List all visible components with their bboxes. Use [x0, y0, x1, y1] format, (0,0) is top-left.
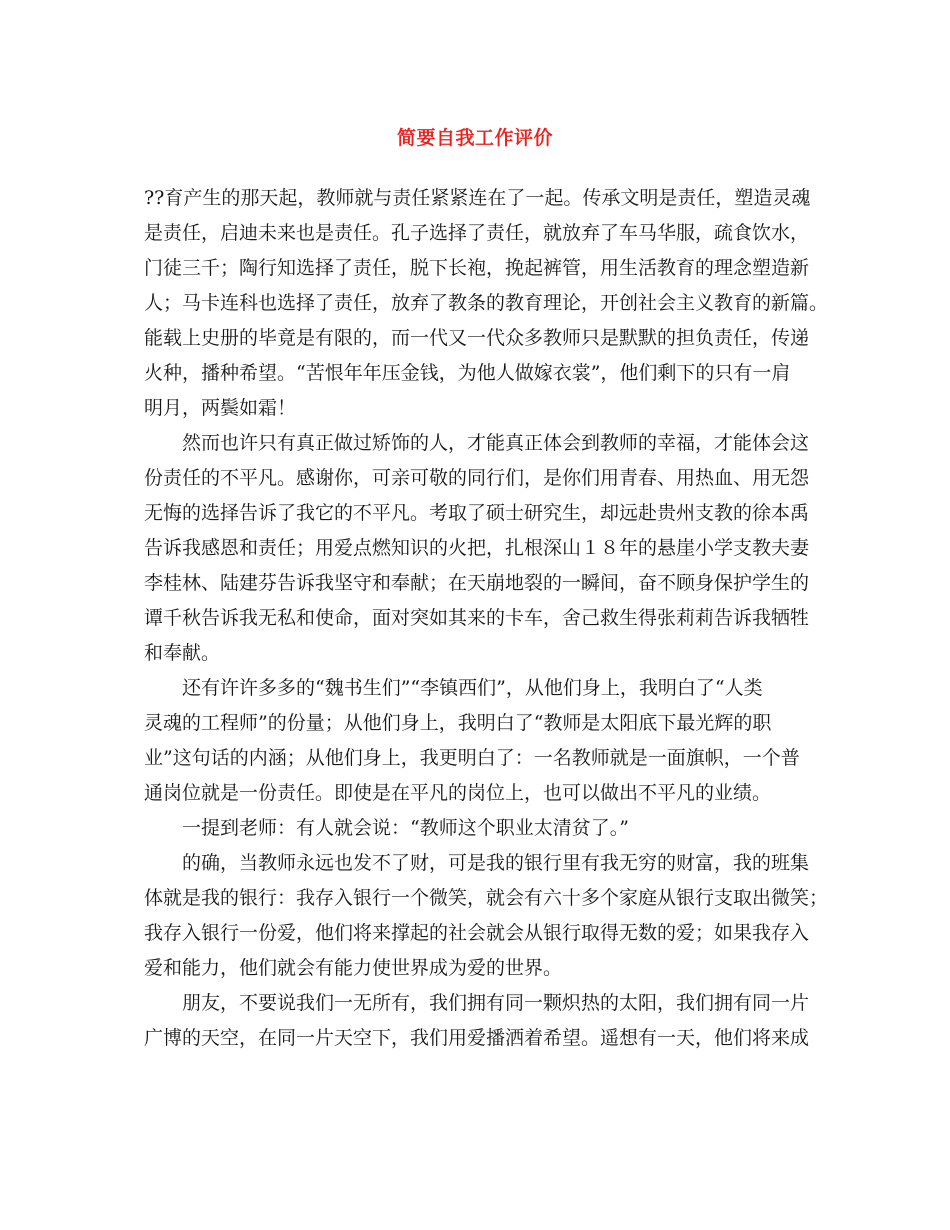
body-line: 谭千秋告诉我无私和使命，面对突如其来的卡车，舍己救生得张莉莉告诉我牺牲: [144, 607, 810, 629]
paragraph-start-line: 然而也许只有真正做过矫饰的人，才能真正体会到教师的幸福，才能体会这: [182, 432, 810, 454]
body-line: 灵魂的工程师”的份量；从他们身上，我明白了“教师是太阳底下最光辉的职: [144, 712, 772, 734]
body-line: 和奉献。: [144, 642, 221, 664]
body-line: 份责任的不平凡。感谢你，可亲可敬的同行们，是你们用青春、用热血、用无怨: [144, 467, 810, 489]
document-title: 简要自我工作评价: [396, 127, 553, 149]
body-line: 通岗位就是一份责任。即使是在平凡的岗位上，也可以做出不平凡的业绩。: [144, 782, 772, 804]
body-line: 告诉我感恩和责任；用爱点燃知识的火把，扎根深山１８年的悬崖小学支教夫妻: [144, 537, 810, 559]
body-line: 体就是我的银行：我存入银行一个微笑，就会有六十多个家庭从银行支取出微笑；: [144, 887, 829, 909]
body-line: 是责任，启迪未来也是责任。孔子选择了责任，就放弃了车马华服，疏食饮水，: [144, 222, 810, 244]
body-line: 我存入银行一份爱，他们将来撑起的社会就会从银行取得无数的爱；如果我存入: [144, 922, 810, 944]
body-line: 门徒三千；陶行知选择了责任，脱下长袍，挽起裤管，用生活教育的理念塑造新: [144, 257, 810, 279]
paragraph-start-line: 朋友，不要说我们一无所有，我们拥有同一颗炽热的太阳，我们拥有同一片: [182, 992, 810, 1014]
paragraph-start-line: 还有许许多多的“魏书生们”“李镇西们”，从他们身上，我明白了“人类: [182, 677, 763, 699]
body-line: ??育产生的那天起，教师就与责任紧紧连在了一起。传承文明是责任，塑造灵魂: [144, 187, 811, 209]
body-line: 李桂林、陆建芬告诉我坚守和奉献；在天崩地裂的一瞬间，奋不顾身保护学生的: [144, 572, 810, 594]
body-line: 明月，两鬓如霜！: [144, 397, 297, 419]
paragraph-start-line: 的确，当教师永远也发不了财，可是我的银行里有我无穷的财富，我的班集: [182, 852, 810, 874]
body-line: 业”这句话的内涵；从他们身上，我更明白了：一名教师就是一面旗帜，一个普: [144, 747, 800, 769]
body-line: 火种，播种希望。“苦恨年年压金钱，为他人做嫁衣裳”，他们剩下的只有一肩: [144, 362, 791, 384]
body-line: 无悔的选择告诉了我它的不平凡。考取了硕士研究生，却远赴贵州支教的徐本禹: [144, 502, 810, 524]
body-line: 爱和能力，他们就会有能力使世界成为爱的世界。: [144, 957, 563, 979]
body-line: 能载上史册的毕竟是有限的，而一代又一代众多教师只是默默的担负责任，传递: [144, 327, 810, 349]
body-line: 人；马卡连科也选择了责任，放弃了教条的教育理论，开创社会主义教育的新篇。: [144, 292, 829, 314]
body-line: 广博的天空，在同一片天空下，我们用爱播洒着希望。遥想有一天，他们将来成: [144, 1027, 810, 1049]
paragraph-start-line: 一提到老师：有人就会说：“教师这个职业太清贫了。”: [182, 817, 629, 839]
